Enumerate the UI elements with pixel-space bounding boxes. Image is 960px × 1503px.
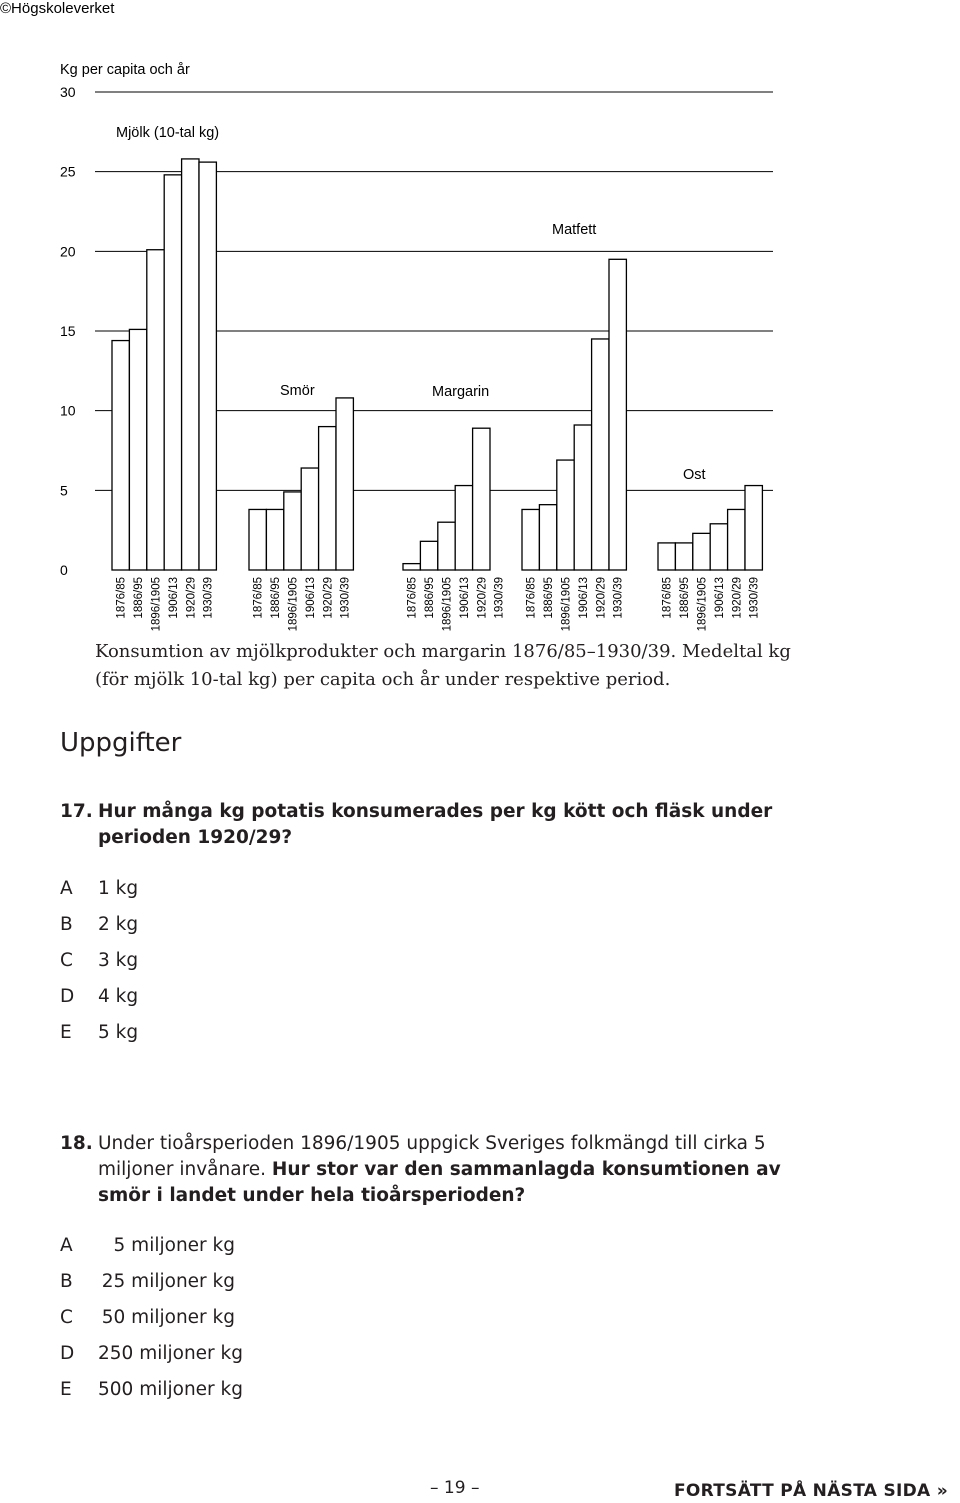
copyright-notice: ©Högskoleverket [0, 0, 115, 17]
y-tick-label: 30 [60, 84, 76, 100]
question-number: 17. [60, 801, 93, 822]
option-value: 250 miljoner kg [98, 1343, 244, 1364]
option-value: 5 kg [98, 1022, 139, 1043]
bar [658, 543, 675, 570]
bar [420, 541, 437, 570]
x-tick-label: 1896/1905 [150, 577, 163, 632]
x-tick-label: 1906/13 [167, 577, 180, 619]
x-tick-label: 1920/29 [731, 577, 744, 619]
x-tick-label: 1920/29 [322, 577, 335, 619]
x-tick-label: 1930/39 [748, 577, 761, 619]
x-tick-label: 1886/95 [679, 577, 692, 619]
bar [284, 492, 301, 570]
series-label: Smör [280, 383, 315, 399]
bar [574, 425, 591, 570]
option-letter: E [60, 1022, 72, 1043]
bar [438, 522, 455, 570]
bar [693, 533, 710, 570]
series-label: Ost [683, 467, 706, 483]
x-tick-label: 1886/95 [270, 577, 283, 619]
series-label: Matfett [552, 222, 597, 238]
option-value: 1 kg [98, 878, 139, 899]
y-tick-label: 0 [60, 562, 68, 578]
y-tick-label: 20 [60, 243, 76, 260]
page-number: – 19 – [430, 1478, 480, 1498]
option-value: 50 miljoner kg [101, 1307, 235, 1328]
question-text: Hur många kg potatis konsumerades per kg kött och fläsk under perioden 1920/29? [98, 801, 773, 848]
chart-caption: Konsumtion av mjölkprodukter och margarin 1876/85–1930/39. Medeltal kg (för mjölk 10-tal kg) per capita och år under respektive period. [95, 641, 791, 690]
x-tick-label: 1886/95 [543, 577, 556, 619]
bar [112, 341, 129, 570]
x-tick-label: 1876/85 [525, 577, 538, 619]
option-letter: A [60, 1235, 73, 1256]
x-tick-label: 1920/29 [185, 577, 198, 619]
x-tick-label: 1930/39 [612, 577, 625, 619]
bar [336, 398, 353, 570]
x-tick-label: 1906/13 [304, 577, 317, 619]
x-tick-label: 1930/39 [493, 577, 506, 619]
bar [164, 175, 181, 570]
y-tick-label: 25 [60, 163, 76, 180]
section-title: Uppgifter [60, 728, 182, 758]
option-letter: C [60, 950, 73, 971]
option-value: 25 miljoner kg [101, 1271, 235, 1292]
x-tick-label: 1930/39 [339, 577, 352, 619]
series-label: Mjölk (10-tal kg) [116, 125, 220, 141]
option-letter: A [60, 878, 73, 899]
x-tick-label: 1930/39 [202, 577, 215, 619]
bar [147, 250, 164, 570]
x-tick-label: 1876/85 [406, 577, 419, 619]
option-value: 5 miljoner kg [113, 1235, 235, 1256]
bar [539, 505, 556, 570]
x-tick-label: 1876/85 [115, 577, 128, 619]
bar [301, 468, 318, 570]
option-letter: D [60, 1343, 75, 1364]
bar [592, 339, 609, 570]
question-main: Hur stor var den sammanlagda konsumtionen av smör i landet under hela tioårsperioden? [98, 1159, 781, 1206]
bar [129, 329, 146, 570]
option-letter: C [60, 1307, 73, 1328]
bar [199, 162, 216, 570]
x-tick-label: 1906/13 [577, 577, 590, 619]
x-tick-label: 1920/29 [476, 577, 489, 619]
bar [609, 259, 626, 570]
bar [745, 486, 762, 570]
option-value: 4 kg [98, 986, 139, 1007]
x-tick-label: 1896/1905 [441, 577, 454, 632]
y-axis-label: Kg per capita och år [60, 62, 190, 78]
option-letter: B [60, 914, 73, 935]
bar [455, 486, 472, 570]
y-tick-label: 10 [60, 402, 76, 419]
question-text [98, 1131, 818, 1209]
option-value: 2 kg [98, 914, 139, 935]
consumption-bar-chart [0, 0, 960, 640]
x-tick-label: 1876/85 [661, 577, 674, 619]
question-lead: Under tioårsperioden 1896/1905 uppgick Sveriges folkmängd till cirka 5 miljoner invånare. [98, 1133, 766, 1180]
bar [710, 524, 727, 570]
x-tick-label: 1896/1905 [560, 577, 573, 632]
y-tick-label: 15 [60, 323, 76, 339]
option-value: 3 kg [98, 950, 139, 971]
x-tick-label: 1906/13 [458, 577, 471, 619]
x-tick-label: 1906/13 [713, 577, 726, 619]
option-letter: E [60, 1379, 72, 1400]
bar [182, 159, 199, 570]
option-value: 500 miljoner kg [98, 1379, 244, 1400]
y-tick-label: 5 [60, 482, 68, 499]
next-page-link[interactable]: FORTSÄTT PÅ NÄSTA SIDA » [673, 1481, 948, 1501]
x-tick-label: 1886/95 [424, 577, 437, 619]
bar [728, 509, 745, 570]
series-label: Margarin [432, 384, 490, 400]
x-tick-label: 1876/85 [252, 577, 265, 619]
bar [403, 564, 420, 570]
bar [675, 543, 692, 570]
bar [266, 509, 283, 570]
option-letter: B [60, 1271, 73, 1292]
question-number: 18. [60, 1133, 93, 1154]
bar [557, 460, 574, 570]
bar [522, 509, 539, 570]
x-tick-label: 1886/95 [133, 577, 146, 619]
bar [249, 509, 266, 570]
x-tick-label: 1896/1905 [287, 577, 300, 632]
option-letter: D [60, 986, 75, 1007]
bar [319, 427, 336, 570]
bar [473, 428, 490, 570]
x-tick-label: 1896/1905 [696, 577, 709, 632]
x-tick-label: 1920/29 [595, 577, 608, 619]
